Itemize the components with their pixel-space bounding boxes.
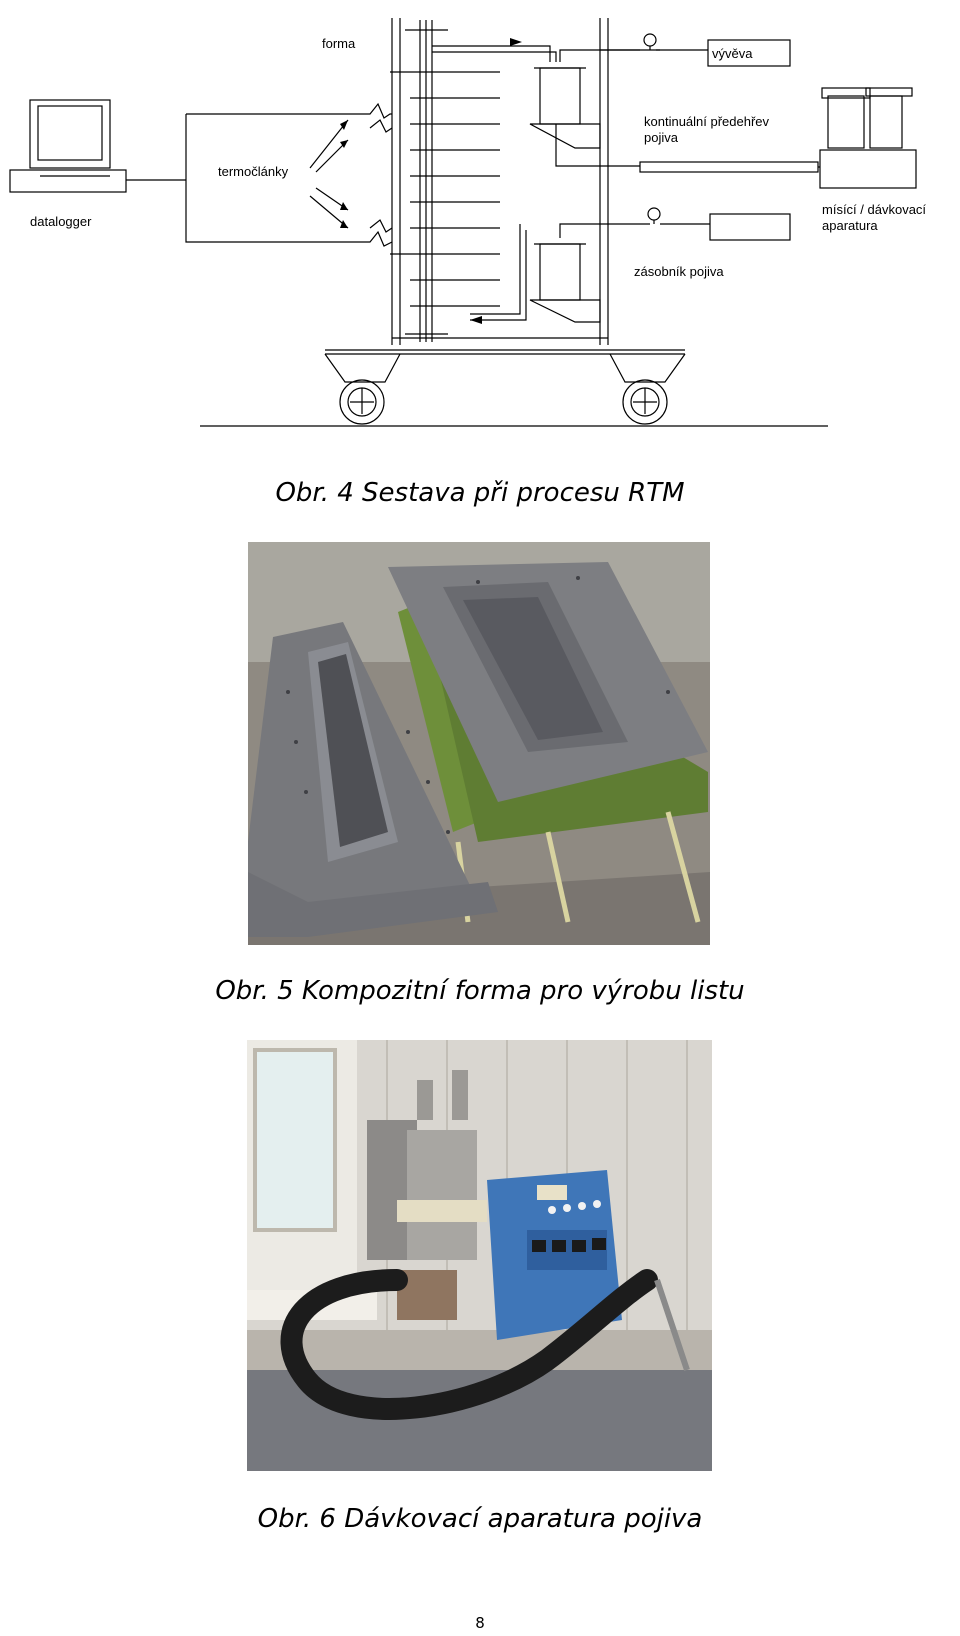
- figure5-caption: Obr. 5 Kompozitní forma pro výrobu listu: [215, 976, 745, 1006]
- label-misici-1: mísící / dávkovací: [822, 202, 927, 217]
- label-predehrev-2: pojiva: [644, 130, 678, 145]
- upper-reservoir: [530, 68, 600, 148]
- label-zasobnik: zásobník pojiva: [634, 264, 724, 279]
- mold-bolts: [390, 30, 500, 334]
- dosing-box: [710, 214, 790, 240]
- label-forma: forma: [322, 36, 356, 51]
- label-datalogger: datalogger: [30, 214, 92, 229]
- figure4-caption: Obr. 4 Sestava při procesu RTM: [275, 478, 685, 508]
- label-misici-2: aparatura: [822, 218, 878, 233]
- label-termoclanky: termočlánky: [218, 164, 289, 179]
- rtm-schematic-diagram: [0, 0, 960, 440]
- dosing-apparatus-photo: [247, 1040, 712, 1471]
- cart-wheels: [325, 354, 685, 424]
- mixing-apparatus: [820, 88, 916, 188]
- mold-photo: [248, 542, 710, 945]
- preheater-tube: [640, 162, 818, 172]
- page-number: 8: [475, 1614, 485, 1632]
- lower-reservoir: [530, 244, 600, 322]
- label-predehrev-1: kontinuální předehřev: [644, 114, 770, 129]
- flow-arrows: [470, 38, 522, 324]
- thermocouple-arrows: [310, 120, 348, 228]
- computer-icon: [10, 100, 126, 192]
- mold-forma: [420, 20, 432, 342]
- label-vyveva: vývěva: [712, 46, 753, 61]
- figure6-caption: Obr. 6 Dávkovací aparatura pojiva: [257, 1504, 703, 1534]
